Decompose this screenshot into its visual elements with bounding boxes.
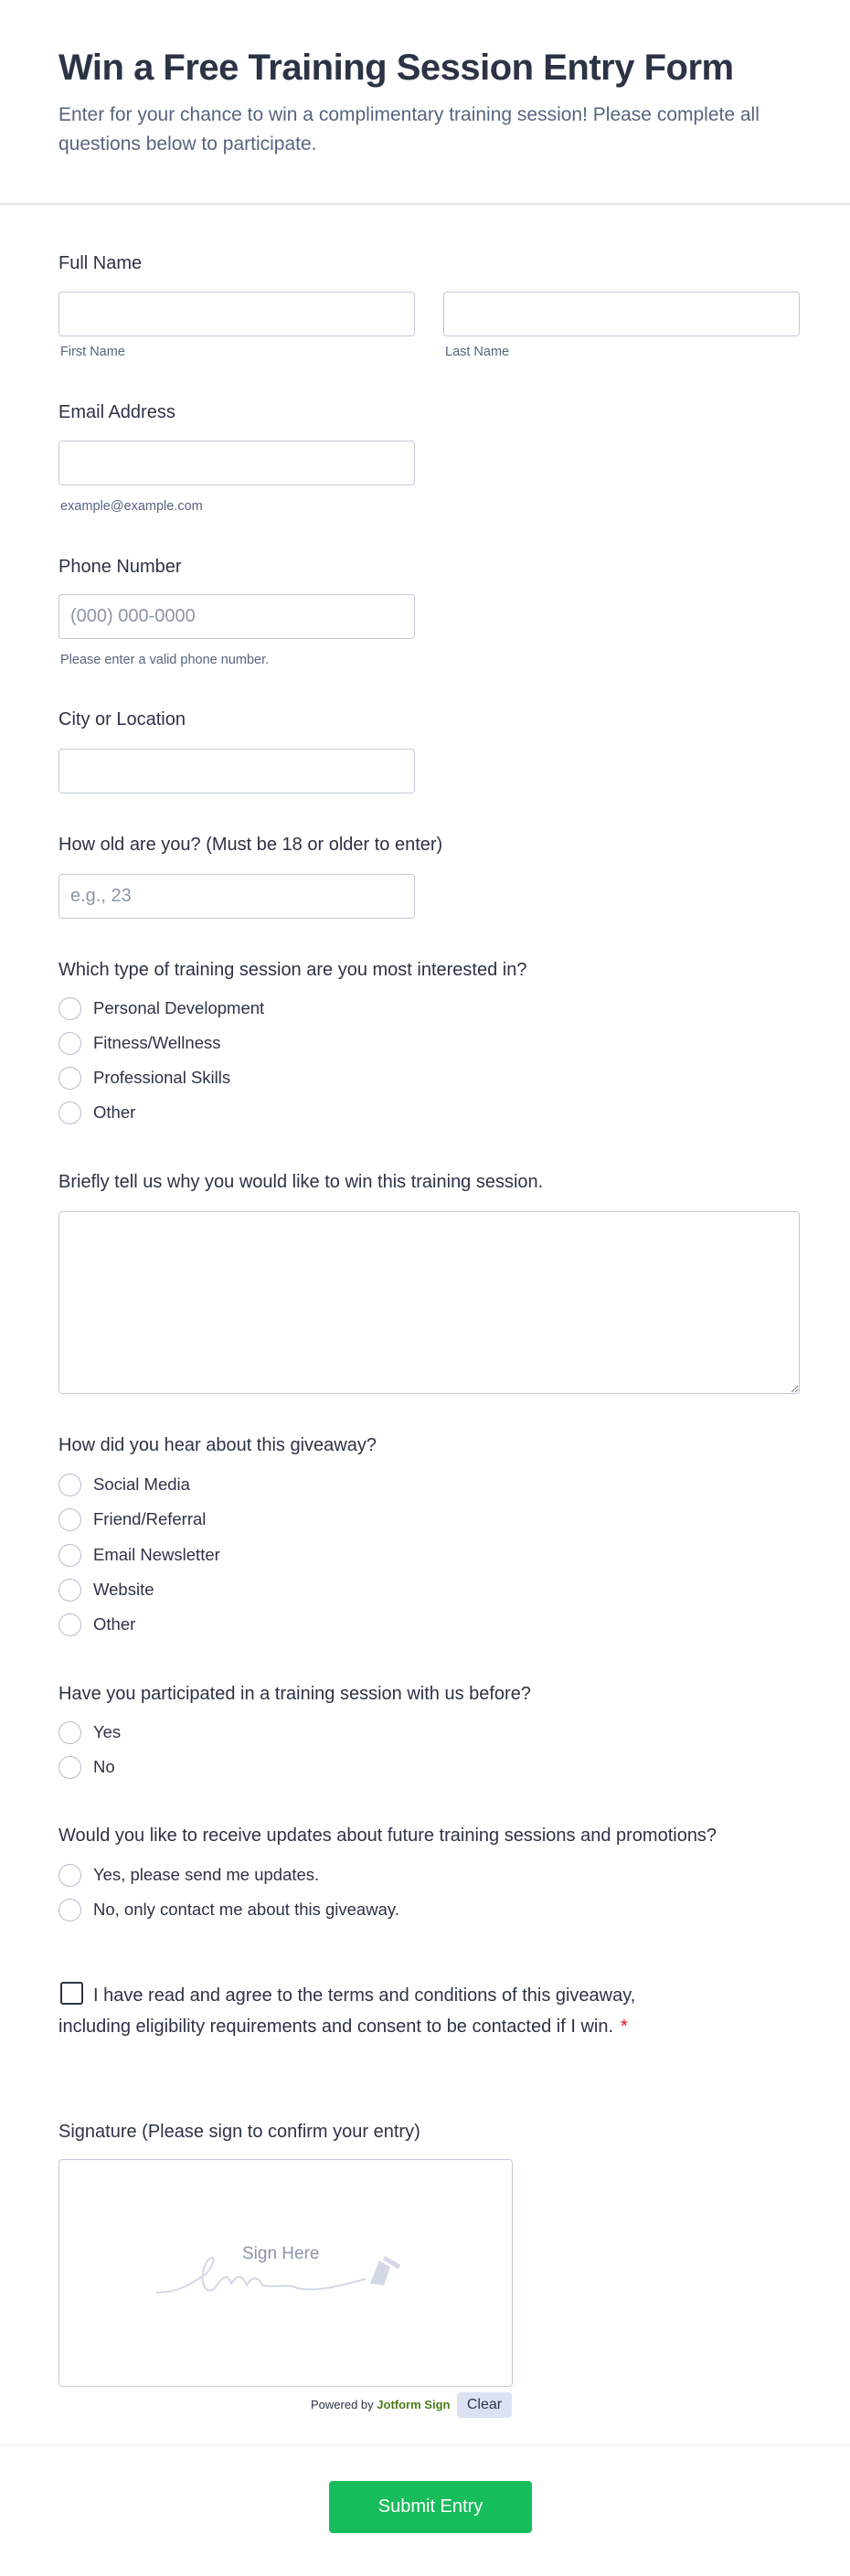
powered-by: Powered by Jotform Sign	[311, 2398, 451, 2411]
last-name-sublabel: Last Name	[445, 345, 510, 359]
radio-circle[interactable]	[58, 1899, 81, 1921]
radio-participated-yes[interactable]: Yes	[58, 1720, 121, 1744]
radio-fitness-wellness[interactable]: Fitness/Wellness	[58, 1031, 220, 1055]
radio-circle[interactable]	[58, 997, 81, 1020]
updates-label: Would you like to receive updates about future training sessions and promotions?	[58, 1826, 717, 1846]
radio-circle[interactable]	[58, 1613, 81, 1636]
last-name-input[interactable]	[443, 292, 800, 336]
radio-circle[interactable]	[58, 1474, 81, 1496]
divider	[0, 2444, 850, 2445]
age-label: How old are you? (Must be 18 or older to enter)	[58, 835, 443, 855]
radio-circle[interactable]	[58, 1102, 81, 1124]
radio-professional-skills[interactable]: Professional Skills	[58, 1066, 230, 1090]
radio-social-media[interactable]: Social Media	[58, 1473, 190, 1496]
radio-circle[interactable]	[58, 1864, 81, 1887]
participated-label: Have you participated in a training session with us before?	[58, 1684, 531, 1704]
jotform-sign-link[interactable]: Jotform Sign	[377, 2398, 451, 2411]
form-subtitle: Enter for your chance to win a complimentary training session! Please complete all questions below to participate.	[58, 104, 760, 154]
email-hint: example@example.com	[60, 499, 203, 514]
radio-circle[interactable]	[58, 1508, 81, 1531]
radio-training-other[interactable]: Other	[58, 1101, 135, 1124]
signature-scribble-icon	[151, 2247, 416, 2302]
divider	[0, 203, 850, 205]
radio-personal-development[interactable]: Personal Development	[58, 996, 264, 1020]
city-label: City or Location	[58, 709, 186, 729]
radio-updates-yes[interactable]: Yes, please send me updates.	[58, 1863, 319, 1887]
hear-label: How did you hear about this giveaway?	[58, 1435, 377, 1455]
radio-email-newsletter[interactable]: Email Newsletter	[58, 1543, 220, 1567]
form-title: Win a Free Training Session Entry Form	[58, 48, 734, 88]
first-name-input[interactable]	[58, 292, 415, 336]
radio-updates-no[interactable]: No, only contact me about this giveaway.	[58, 1898, 399, 1921]
radio-circle[interactable]	[58, 1579, 81, 1602]
radio-participated-no[interactable]: No	[58, 1755, 115, 1779]
radio-circle[interactable]	[58, 1756, 81, 1779]
phone-hint: Please enter a valid phone number.	[60, 653, 270, 667]
training-label: Which type of training session are you most interested in?	[58, 960, 527, 980]
why-label: Briefly tell us why you would like to win this training session.	[58, 1172, 544, 1192]
first-name-sublabel: First Name	[60, 345, 125, 359]
radio-hear-other[interactable]: Other	[58, 1613, 135, 1636]
radio-circle[interactable]	[58, 1067, 81, 1090]
why-textarea[interactable]	[58, 1211, 800, 1394]
required-asterisk: *	[621, 2017, 628, 2037]
sign-here-text: Sign Here	[242, 2244, 320, 2263]
full-name-label: Full Name	[58, 253, 143, 273]
terms-label: I have read and agree to the terms and conditions of this giveaway, including eligibility requirements and consent to be contacted if I win. *	[58, 1985, 636, 2037]
phone-label: Phone Number	[58, 557, 182, 577]
clear-signature-button[interactable]: Clear	[457, 2392, 512, 2418]
signature-label: Signature (Please sign to confirm your entry)	[58, 2122, 420, 2142]
radio-circle[interactable]	[58, 1032, 81, 1055]
email-input[interactable]	[58, 441, 415, 485]
city-input[interactable]	[58, 749, 415, 793]
age-input[interactable]: e.g., 23	[58, 874, 415, 919]
radio-friend-referral[interactable]: Friend/Referral	[58, 1507, 206, 1531]
radio-website[interactable]: Website	[58, 1578, 154, 1602]
radio-circle[interactable]	[58, 1544, 81, 1567]
email-label: Email Address	[58, 402, 175, 422]
radio-circle[interactable]	[58, 1721, 81, 1744]
signature-pad[interactable]	[58, 2159, 513, 2387]
submit-button[interactable]: Submit Entry	[329, 2481, 532, 2533]
phone-input[interactable]: (000) 000-0000	[58, 594, 415, 639]
